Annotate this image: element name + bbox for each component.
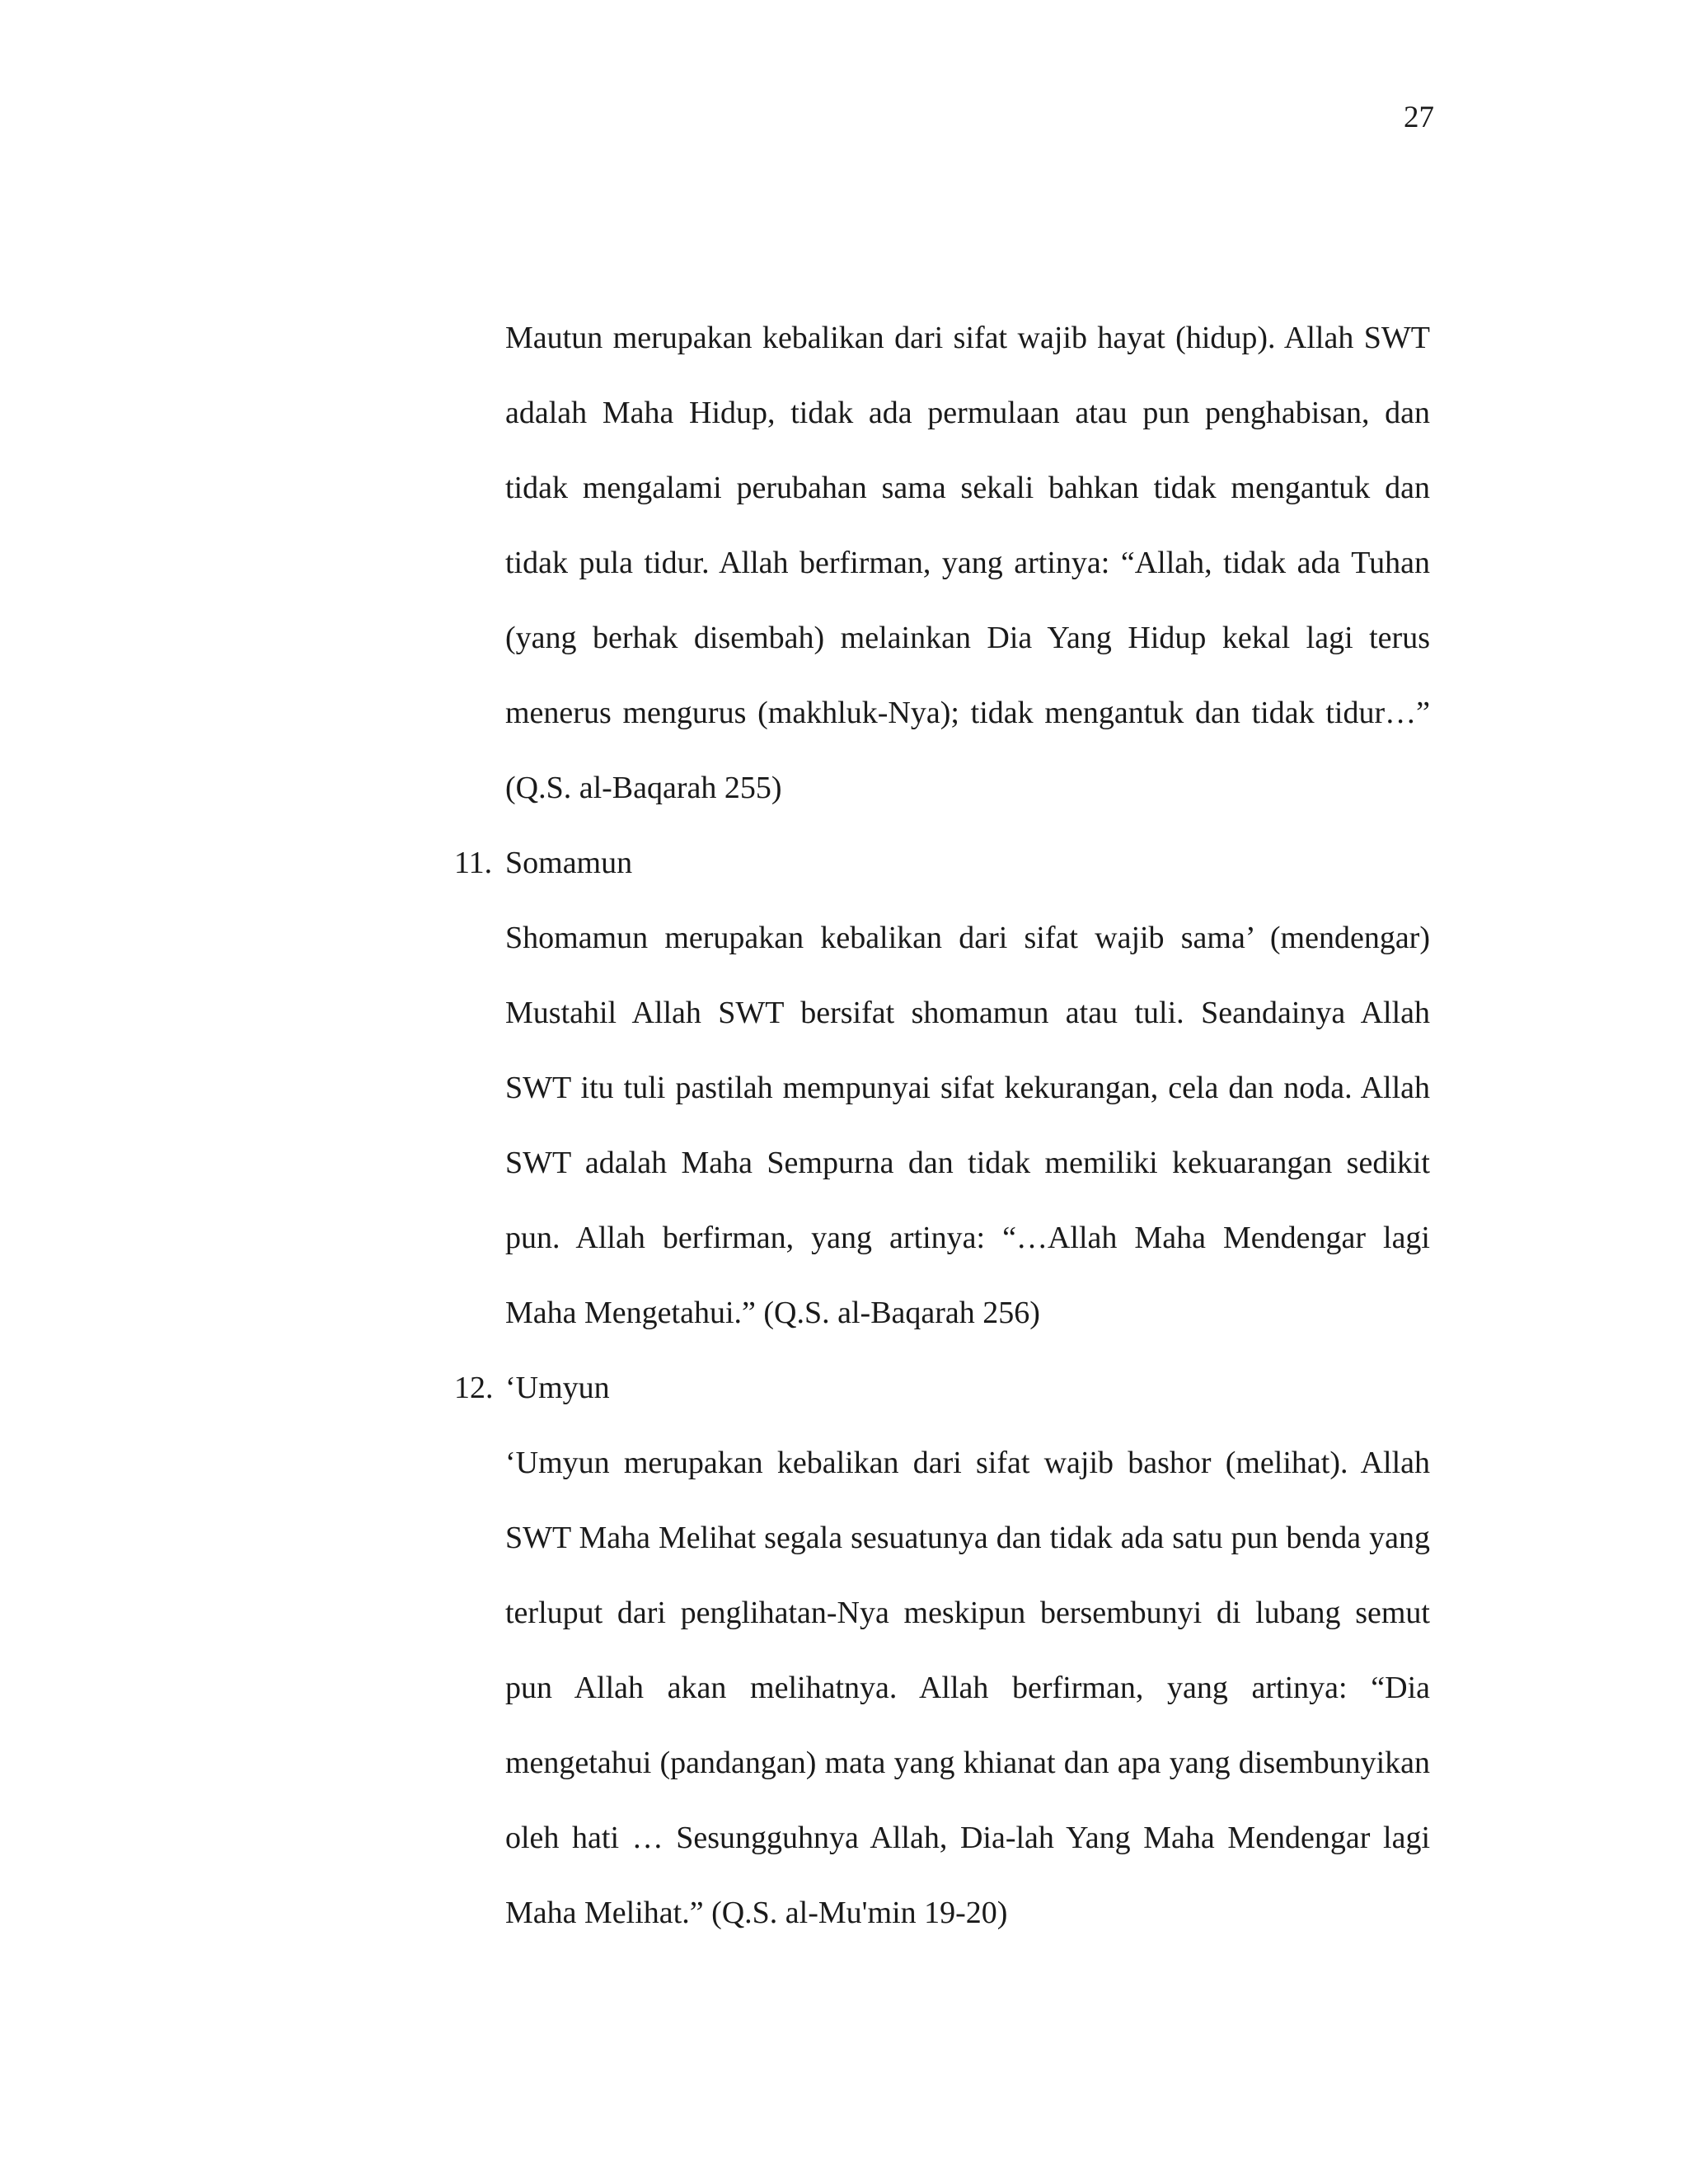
list-item-number: 12. — [454, 1371, 494, 1405]
list-item-heading-somamun — [454, 826, 1430, 901]
page-number: 27 — [1404, 101, 1434, 134]
list-item-title: ‘Umyun — [505, 1371, 610, 1405]
list-item-heading-umyun — [454, 1351, 1430, 1426]
paragraph-somamun: Shomamun merupakan kebalikan dari sifat wajib sama’ (mendengar) Mustahil Allah SWT bersifat shomamun atau tuli. Seandainya Allah SWT itu tuli pastilah mempunyai sifat kekurangan, cela dan noda. Allah SWT adalah Maha Sempurna dan tidak memiliki kekuarangan sedikit pun. Allah berfirman, yang artinya: “…Allah Maha Mendengar lagi Maha Mengetahui.” (Q.S. al-Baqarah 256) — [505, 921, 1430, 1330]
paragraph-umyun: ‘Umyun merupakan kebalikan dari sifat wajib bashor (melihat). Allah SWT Maha Melihat segala sesuatunya dan tidak ada satu pun benda yang terluput dari penglihatan-Nya meskipun bersembunyi di lubang semut pun Allah akan melihatnya. Allah berfirman, yang artinya: “Dia mengetahui (pandangan) mata yang khianat dan apa yang disembunyikan oleh hati … Sesungguhnya Allah, Dia-lah Yang Maha Mendengar lagi Maha Melihat.” (Q.S. al-Mu'min 19-20) — [505, 1446, 1430, 1930]
document-body — [454, 301, 1430, 1951]
list-item-title: Somamun — [505, 846, 633, 880]
paragraph-mautun: Mautun merupakan kebalikan dari sifat wajib hayat (hidup). Allah SWT adalah Maha Hidup, tidak ada permulaan atau pun penghabisan, dan tidak mengalami perubahan sama sekali bahkan tidak mengantuk dan tidak pula tidur. Allah berfirman, yang artinya: “Allah, tidak ada Tuhan (yang berhak disembah) melainkan Dia Yang Hidup kekal lagi terus menerus mengurus (makhluk-Nya); tidak mengantuk dan tidak tidur…” (Q.S. al-Baqarah 255) — [505, 321, 1430, 805]
list-item-number: 11. — [454, 846, 493, 880]
